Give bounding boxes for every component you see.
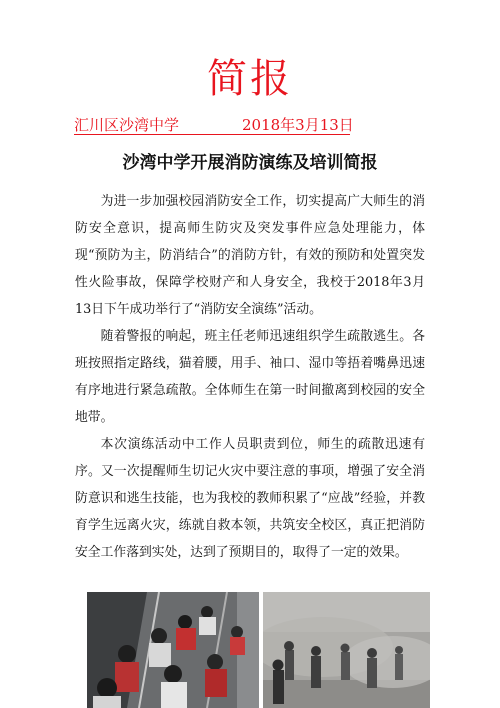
red-divider [74, 134, 350, 135]
smoke-drill-photo [263, 592, 430, 708]
bulletin-title: 简报 [207, 56, 293, 102]
stairwell-evacuation-photo [87, 592, 259, 708]
article-body [75, 188, 425, 566]
paragraph-3: 本次演练活动中工作人员职责到位，师生的疏散迅速有序。又一次提醒师生切记火灾中要注意的事项，增强了安全消防意识和逃生技能，也为我校的教师积累了“应战”经验，并教育学生远离火灾，练就自救本领，共筑安全校区，真正把消防安全工作落到实处，达到了预期目的，取得了一定的效果。 [75, 437, 425, 560]
issue-date: 2018年3月13日 [242, 116, 354, 134]
paragraph-2: 随着警报的响起，班主任老师迅速组织学生疏散逃生。各班按照指定路线，猫着腰，用手、袖口、湿巾等捂着嘴鼻迅速有序地进行紧急疏散。全体师生在第一时间撤离到校园的安全地带。 [75, 329, 425, 425]
article-headline: 沙湾中学开展消防演练及培训简报 [122, 153, 378, 173]
paragraph-1: 为进一步加强校园消防安全工作，切实提高广大师生的消防安全意识，提高师生防灾及突发事件应急处理能力，体现“预防为主，防消结合”的消防方针，有效的预防和处置突发性火险事故，保障学校财产和人身安全，我校于2018年3月13日下午成功举行了“消防安全演练”活动。 [75, 194, 425, 317]
issuer-name: 汇川区沙湾中学 [74, 116, 180, 134]
issuer-line [74, 115, 354, 135]
